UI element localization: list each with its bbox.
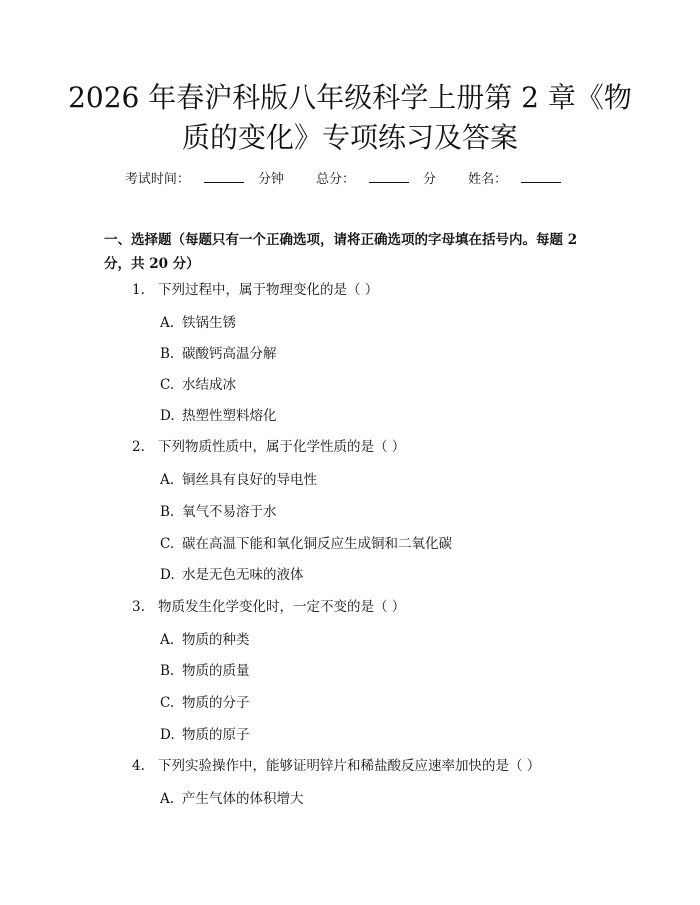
option-1c: [160, 375, 236, 395]
option-2d: [160, 565, 304, 585]
option-text: 产生气体的体积增大: [182, 791, 304, 807]
option-letter: C.: [160, 377, 175, 393]
exam-time-label: 考试时间：: [124, 172, 190, 187]
question-text: 物质发生化学变化时，一定不变的是（ ）: [158, 599, 406, 615]
section-title: 一、选择题（每题只有一个正确选项，请将正确选项的字母填在括号内。每题 2 分，共 20 分）: [104, 232, 578, 272]
option-1a: [160, 313, 236, 333]
option-letter: B.: [160, 346, 175, 362]
option-letter: D.: [160, 408, 175, 424]
option-text: 碳酸钙高温分解: [182, 346, 277, 362]
option-letter: A.: [160, 791, 175, 807]
option-3b: [160, 661, 250, 681]
question-number: 1.: [132, 282, 145, 298]
option-3a: [160, 630, 250, 650]
exam-score-unit: 分: [423, 172, 437, 187]
exam-time-unit: 分钟: [257, 172, 284, 187]
option-text: 物质的分子: [182, 695, 250, 711]
option-2c: [160, 534, 452, 554]
option-3d: [160, 725, 250, 745]
option-1b: [160, 344, 277, 364]
option-text: 碳在高温下能和氧化铜反应生成铜和二氧化碳: [182, 536, 452, 552]
option-text: 水是无色无味的液体: [182, 567, 304, 583]
exam-name: [468, 170, 575, 189]
option-text: 氧气不易溶于水: [182, 504, 277, 520]
exam-score: [316, 170, 436, 189]
exam-time-blank: [204, 170, 244, 183]
option-letter: D.: [160, 727, 175, 743]
option-text: 水结成冰: [182, 377, 236, 393]
option-text: 热塑性塑料熔化: [182, 408, 277, 424]
option-letter: C.: [160, 536, 175, 552]
question-text: 下列实验操作中，能够证明锌片和稀盐酸反应速率加快的是（ ）: [158, 758, 541, 774]
option-text: 物质的原子: [182, 727, 250, 743]
option-2b: [160, 502, 277, 522]
option-text: 物质的质量: [182, 663, 250, 679]
option-letter: C.: [160, 695, 175, 711]
question-3: [132, 597, 405, 617]
question-text: 下列物质性质中，属于化学性质的是（ ）: [158, 439, 406, 455]
option-letter: A.: [160, 472, 175, 488]
question-4: [132, 756, 540, 776]
option-text: 铜丝具有良好的导电性: [182, 472, 317, 488]
question-2: [132, 437, 405, 457]
question-number: 4.: [132, 758, 145, 774]
title-line-2: 质的变化》专项练习及答案: [181, 121, 518, 154]
option-letter: B.: [160, 504, 175, 520]
document-title: [60, 78, 640, 158]
option-text: 铁锅生锈: [182, 315, 236, 331]
option-letter: B.: [160, 663, 175, 679]
exam-info: [0, 170, 700, 189]
exam-time: [125, 170, 284, 189]
title-line-1: 2026 年春沪科版八年级科学上册第 2 章《物: [68, 81, 632, 114]
option-letter: A.: [160, 632, 175, 648]
question-text: 下列过程中，属于物理变化的是（ ）: [158, 282, 379, 298]
question-number: 2.: [132, 439, 145, 455]
option-3c: [160, 693, 250, 713]
option-1d: [160, 406, 277, 426]
question-1: [132, 280, 378, 300]
option-letter: A.: [160, 315, 175, 331]
option-letter: D.: [160, 567, 175, 583]
exam-score-blank: [369, 170, 409, 183]
question-number: 3.: [132, 599, 145, 615]
option-4a: [160, 789, 304, 809]
exam-name-label: 姓名：: [468, 172, 508, 187]
option-2a: [160, 470, 317, 490]
exam-score-label: 总分：: [315, 172, 355, 187]
exam-name-blank: [521, 170, 561, 183]
option-text: 物质的种类: [182, 632, 250, 648]
